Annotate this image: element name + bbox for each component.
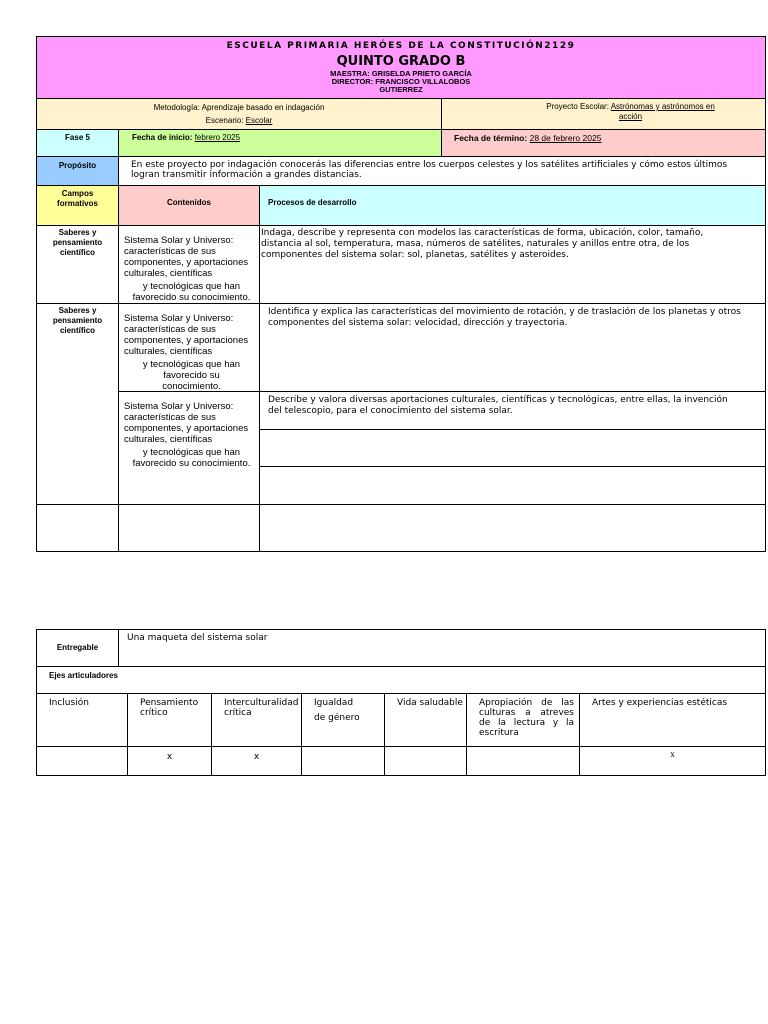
start-date-value: febrero 2025 xyxy=(194,133,241,142)
campos-header-text-cont: formativos xyxy=(57,199,98,208)
axis-artes xyxy=(580,693,765,746)
row1-proceso-line: distancia al sol, temperatura, masa, números de satélites, naturales y anillos entre otra, de los xyxy=(261,239,690,249)
row3-contenido-line: y tecnológicas que han xyxy=(142,447,241,458)
empty-cell xyxy=(37,504,119,551)
row3-proceso xyxy=(260,391,765,429)
deliverable-value-cell xyxy=(119,630,765,666)
row1-contenido xyxy=(119,225,260,303)
axis-igualdad xyxy=(302,693,385,746)
purpose-text-cell xyxy=(119,156,765,185)
axes-title-cell xyxy=(37,666,765,693)
project-cell xyxy=(442,98,765,129)
project-label: Proyecto Escolar: xyxy=(546,102,609,111)
row3-contenido xyxy=(119,391,260,504)
row2-contenido-line: características de sus xyxy=(124,324,216,335)
row2-contenido-line: favorecido su xyxy=(163,370,220,381)
axis-pensamiento-label-cont: crítico xyxy=(140,708,168,718)
mark-vida xyxy=(385,746,467,775)
deliverable-value: Una maqueta del sistema solar xyxy=(127,633,268,643)
row2-proceso xyxy=(260,303,765,391)
axis-pensamiento-label: Pensamiento xyxy=(140,698,199,708)
procesos-header-text: Procesos de desarrollo xyxy=(268,198,357,207)
axis-interculturalidad-label: Interculturalidad xyxy=(224,698,299,708)
mark-inclusion xyxy=(37,746,128,775)
mark-artes: x xyxy=(580,746,765,775)
director-name-cont: GUTIERREZ xyxy=(379,85,423,94)
project-value: Astrónomas y astrónomos en xyxy=(610,102,715,111)
procesos-header xyxy=(260,185,765,225)
start-date-label: Fecha de inicio: xyxy=(132,133,193,142)
empty-cell xyxy=(119,504,260,551)
row2-campo-line: Saberes y xyxy=(58,306,97,315)
axis-apropiacion-line: culturas a atreves xyxy=(479,708,574,718)
row2-contenido xyxy=(119,303,260,391)
axis-vida xyxy=(385,693,467,746)
mark-pensamiento: x xyxy=(128,746,212,775)
director-name: DIRECTOR: FRANCISCO VILLALOBOS xyxy=(331,77,471,86)
row2-campo xyxy=(37,303,119,504)
empty-cell xyxy=(260,504,765,551)
mark-interculturalidad: x xyxy=(212,746,302,775)
contenidos-header-text: Contenidos xyxy=(167,198,211,207)
row3-proceso-line: Describe y valora diversas aportaciones culturales, científicas y tecnológicas, entre ellas, la invención xyxy=(268,395,728,405)
deliverable-label: Entregable xyxy=(56,643,99,652)
row1-proceso xyxy=(260,225,765,303)
scenario-value: Escolar xyxy=(245,116,273,125)
row1-contenido-line: culturales, científicas xyxy=(124,268,213,279)
row1-campo-line: pensamiento xyxy=(52,238,103,247)
row2-contenido-line: y tecnológicas que han xyxy=(142,359,241,370)
end-date-value: 28 de febrero 2025 xyxy=(529,133,602,143)
end-date-label: Fecha de término: xyxy=(454,133,528,143)
header-banner xyxy=(37,37,765,98)
row1-proceso-line: componentes del sistema solar: sol, planetas, satélites y asteroides. xyxy=(261,250,569,260)
empty-cell xyxy=(260,466,765,504)
row1-contenido-line: y tecnológicas que han xyxy=(142,281,241,292)
phase-label: Fase 5 xyxy=(65,133,90,142)
grade-title: QUINTO GRADO B xyxy=(336,54,466,69)
row2-contenido-line: componentes, y aportaciones xyxy=(124,335,249,346)
row3-contenido-line: componentes, y aportaciones xyxy=(124,423,249,434)
row1-proceso-line: Indaga, describe y representa con modelos las características de forma, ubicación, color, tamaño, xyxy=(261,228,704,238)
row3-contenido-line: Sistema Solar y Universo: xyxy=(124,401,234,412)
scenario-line xyxy=(37,116,441,126)
row1-contenido-line: características de sus xyxy=(124,246,216,257)
purpose-text-cont: logran transmitir información a grandes distancias. xyxy=(131,170,362,180)
scenario-label: Escenario: xyxy=(205,116,244,125)
purpose-label: Propósito xyxy=(58,161,97,170)
row3-contenido-line: favorecido su conocimiento. xyxy=(132,458,251,469)
axis-interculturalidad-label-cont: crítica xyxy=(224,708,252,718)
purpose-text: En este proyecto por indagación conocerás las diferencias entre los cuerpos celestes y los satélites artificiales y cómo estos últimos xyxy=(131,160,728,170)
methodology-label: Metodología: Aprendizaje basado en indagación xyxy=(153,103,325,112)
axis-igualdad-label-cont: de género xyxy=(314,713,360,723)
deliverable-table xyxy=(36,629,766,776)
axis-artes-label: Artes y experiencias estéticas xyxy=(592,698,728,708)
axes-title: Ejes articuladores xyxy=(49,671,118,680)
axis-apropiacion xyxy=(467,693,580,746)
methodology-cell xyxy=(37,98,442,129)
axis-apropiacion-line: de la lectura y la xyxy=(479,718,574,728)
axis-pensamiento xyxy=(128,693,212,746)
project-value-cont: acción xyxy=(618,112,643,121)
empty-cell xyxy=(260,429,765,466)
row1-contenido-line: componentes, y aportaciones xyxy=(124,257,249,268)
row2-campo-line: científico xyxy=(59,326,96,335)
row2-contenido-line: Sistema Solar y Universo: xyxy=(124,313,234,324)
contenidos-header xyxy=(119,185,260,225)
row3-proceso-line: del telescopio, para el conocimiento del sistema solar. xyxy=(268,406,513,416)
campos-header xyxy=(37,185,119,225)
axis-apropiacion-line: escritura xyxy=(479,728,519,738)
mark-igualdad xyxy=(302,746,385,775)
row1-campo xyxy=(37,225,119,303)
row2-contenido-line: conocimiento. xyxy=(162,381,221,391)
school-name: ESCUELA PRIMARIA HERÓES DE LA CONSTITUCIÓN2129 xyxy=(226,41,576,51)
axis-inclusion-label: Inclusión xyxy=(49,698,89,708)
row1-contenido-line: Sistema Solar y Universo: xyxy=(124,235,234,246)
axis-apropiacion-line: Apropiación de las xyxy=(479,698,574,708)
campos-header-text: Campos xyxy=(61,189,94,198)
teacher-name: MAESTRA: GRISELDA PRIETO GARCÍA xyxy=(330,69,472,78)
row1-contenido-line: favorecido su conocimiento. xyxy=(132,292,251,303)
row3-contenido-line: culturales, científicas xyxy=(124,434,213,445)
purpose-label-cell xyxy=(37,156,119,185)
row1-campo-line: científico xyxy=(59,248,96,257)
row1-campo-line: Saberes y xyxy=(58,228,97,237)
end-date-cell xyxy=(442,129,765,156)
phase-cell xyxy=(37,129,119,156)
start-date-cell xyxy=(119,129,442,156)
axis-igualdad-label: Igualdad xyxy=(314,698,354,708)
mark-apropiacion xyxy=(467,746,580,775)
axis-inclusion xyxy=(37,693,128,746)
row2-proceso-line: Identifica y explica las características del movimiento de rotación, y de traslación de los planetas y otros xyxy=(268,307,741,317)
row3-contenido-line: características de sus xyxy=(124,412,216,423)
row2-campo-line: pensamiento xyxy=(52,316,103,325)
row2-contenido-line: culturales, científicas xyxy=(124,346,213,357)
deliverable-label-cell xyxy=(37,630,119,666)
axis-interculturalidad xyxy=(212,693,302,746)
axis-vida-label: Vida saludable xyxy=(397,698,463,708)
row2-proceso-line: componentes del sistema solar: velocidad, dirección y trayectoria. xyxy=(268,318,568,328)
planning-table xyxy=(36,36,766,552)
